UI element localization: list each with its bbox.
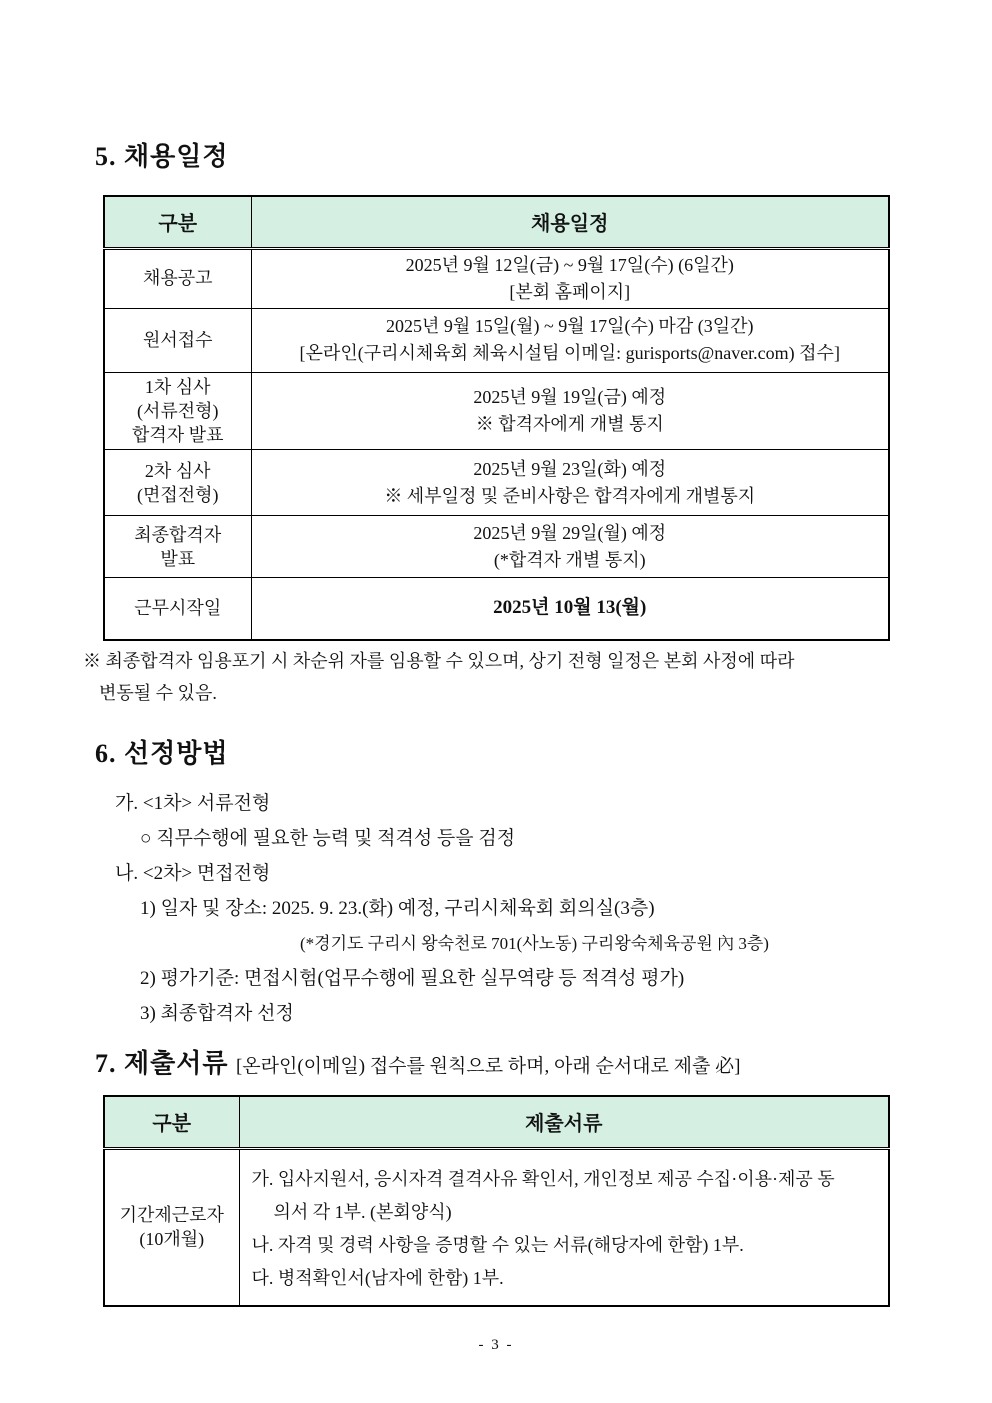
column-header-category: 구분 [104,1096,239,1148]
column-header-schedule: 채용일정 [251,196,889,248]
row-value-line: (*합격자 개별 통지) [493,549,646,570]
page-number: - 3 - [478,1337,514,1353]
table-row [104,308,889,372]
section7-title [95,1043,740,1080]
list-item: 나. <2차> 면접전형 [115,863,271,884]
table-row [104,372,889,450]
recruitment-schedule-table [103,195,890,641]
row-label-line: 2차 심사 [144,460,211,481]
row-label-line: 발표 [160,548,196,569]
row-value-line: ※ 세부일정 및 준비사항은 합격자에게 개별통지 [384,485,756,506]
row-value-line: 2025년 9월 29일(월) 예정 [473,522,667,543]
row-label-line: 합격자 발표 [132,425,224,446]
section7-title-text: 7. 제출서류 [95,1049,229,1078]
row-label-line: (면접전형) [136,484,219,505]
row-value-line: [본회 홈페이지] [509,281,631,302]
row-label: 원서접수 [142,329,213,350]
document-item: 다. 병적확인서(남자에 한함) 1부. [251,1267,504,1288]
row-label-line: 1차 심사 [144,376,211,397]
note-line: 변동될 수 있음. [99,683,217,704]
document-item: 나. 자격 및 경력 사항을 증명할 수 있는 서류(해당자에 한함) 1부. [251,1234,744,1255]
submission-documents-table [103,1095,890,1307]
note-line: ※ 최종합격자 임용포기 시 차순위 자를 임용할 수 있으며, 상기 전형 일정은 본회 사정에 따라 [83,651,795,671]
row-label: 채용공고 [142,268,213,289]
row-value-line: 2025년 9월 19일(금) 예정 [473,386,667,407]
schedule-note [83,645,913,710]
list-item: ○ 직무수행에 필요한 능력 및 적격성 등을 검정 [140,828,516,849]
section6-title: 6. 선정방법 [95,739,229,768]
table-row [104,516,889,578]
section7-title-suffix: [온라인(이메일) 접수를 원칙으로 하며, 아래 순서대로 제출 必] [235,1056,741,1077]
work-start-date: 2025년 10월 13(월) [493,597,647,619]
row-label-line: 최종합격자 [134,524,222,545]
table-row [104,578,889,640]
selection-method-list [0,786,992,1031]
row-label: 근무시작일 [134,598,222,619]
list-item: (*경기도 구리시 왕숙천로 701(사노동) 구리왕숙체육공원 內 3층) [300,934,769,953]
worker-type-duration: (10개월) [139,1229,205,1249]
section5-title: 5. 채용일정 [95,142,229,171]
row-value-line: 2025년 9월 23일(화) 예정 [473,458,667,479]
table-header-row [104,196,889,248]
document-item: 가. 입사지원서, 응시자격 결격사유 확인서, 개인정보 제공 수집·이용·제공 동 [251,1168,835,1189]
list-item: 1) 일자 및 장소: 2025. 9. 23.(화) 예정, 구리시체육회 회의실(3층) [140,898,655,919]
column-header-category: 구분 [104,196,251,248]
table-header-row [104,1096,889,1148]
row-value-line: [온라인(구리시체육회 체육시설팀 이메일: gurisports@naver.com) 접수] [299,343,840,363]
row-value-line: 2025년 9월 12일(금) ~ 9월 17일(수) (6일간) [405,254,734,275]
document-item-continuation: 의서 각 1부. (본회양식) [273,1201,452,1222]
table-row [104,1148,889,1306]
row-value-line: ※ 합격자에게 개별 통지 [475,413,664,434]
row-label-line: (서류전형) [136,400,219,421]
column-header-documents: 제출서류 [239,1096,889,1148]
table-row [104,450,889,516]
table-row [104,248,889,308]
row-value-line: 2025년 9월 15일(월) ~ 9월 17일(수) 마감 (3일간) [386,316,754,336]
worker-type-label: 기간제근로자 [119,1204,224,1225]
list-item: 가. <1차> 서류전형 [115,793,271,814]
list-item: 3) 최종합격자 선정 [140,1003,294,1024]
list-item: 2) 평가기준: 면접시험(업무수행에 필요한 실무역량 등 적격성 평가) [140,968,685,989]
